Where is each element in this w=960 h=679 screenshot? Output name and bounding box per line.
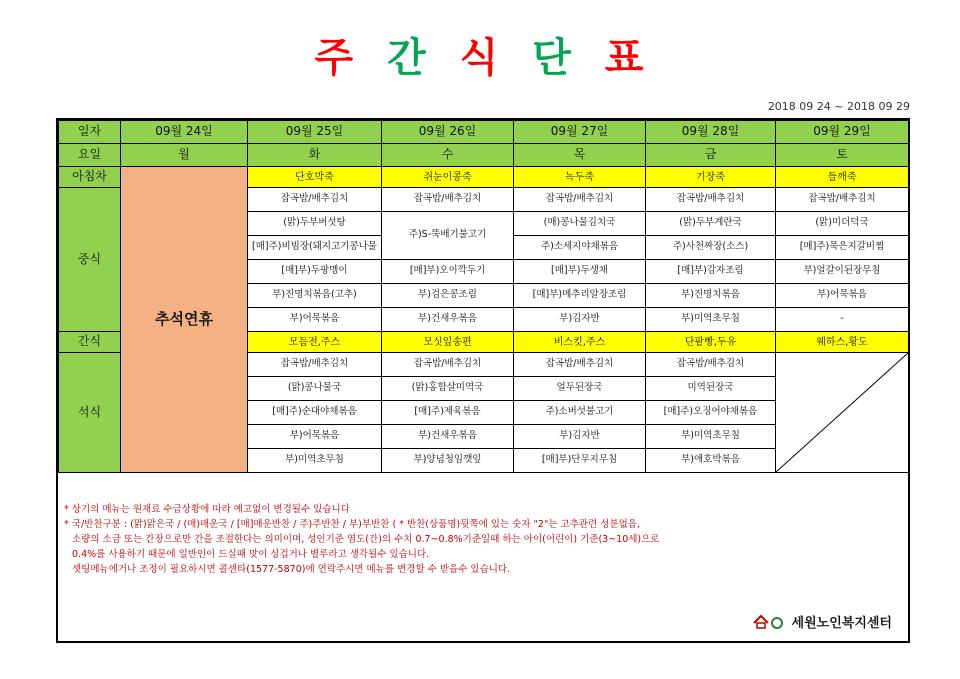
weekday-cell: 금 xyxy=(646,144,776,167)
label-morning-tea: 아침차 xyxy=(59,167,121,188)
lunch-cell: [매]부)두팡멩이 xyxy=(248,260,382,284)
dinner-cell: [매]주)순대야채볶음 xyxy=(248,401,382,425)
dinner-cell: 잡곡밥/배추김치 xyxy=(248,353,382,377)
lunch-cell: 부)검은콩조림 xyxy=(382,284,514,308)
label-dinner: 석식 xyxy=(59,353,121,473)
lunch-cell: (맑)미더덕국 xyxy=(776,212,909,236)
dinner-cell: 얼두된장국 xyxy=(514,377,646,401)
holiday-cell: 추석연휴 xyxy=(121,167,248,473)
lunch-cell: [매]주)묵은지갈비찜 xyxy=(776,236,909,260)
lunch-cell: [매]부)두생채 xyxy=(514,260,646,284)
note-line: * 국/반찬구분 : (맑)맑은국 / (매)매운국 / [매]매운반찬 / 주)주반찬 / 부)부반찬 ( * 반찬(상품명)뒷쪽에 있는 숫자 "2"는 고추관련 성분없음, xyxy=(64,519,640,530)
lunch-cell: 잡곡밥/배추김치 xyxy=(248,188,382,212)
date-cell: 09월 25일 xyxy=(248,121,382,144)
dinner-cell: 부)미역초무침 xyxy=(646,425,776,449)
menu-sheet xyxy=(56,118,910,643)
menu-table xyxy=(58,120,909,473)
lunch-cell: 부)건새우볶음 xyxy=(382,308,514,332)
dinner-cell: [매]주)오징어야채볶음 xyxy=(646,401,776,425)
lunch-cell: 부)얼갈이된장무침 xyxy=(776,260,909,284)
dinner-cell: [매]주)제육볶음 xyxy=(382,401,514,425)
lunch-cell: 잡곡밥/배추김치 xyxy=(514,188,646,212)
snack-cell: 웨하스,황도 xyxy=(776,332,909,353)
dinner-cell: 잡곡밥/배추김치 xyxy=(646,353,776,377)
dinner-cell: 주)소버섯불고기 xyxy=(514,401,646,425)
tea-cell: 기장죽 xyxy=(646,167,776,188)
lunch-cell: 주)소세지야채볶음 xyxy=(514,236,646,260)
note-line: * 상기의 메뉴는 원재료 수급상황에 따라 예고없이 변경될수 있습니다 xyxy=(64,504,350,515)
lunch-cell: 부)어묵볶음 xyxy=(248,308,382,332)
snack-cell: 비스킷,주스 xyxy=(514,332,646,353)
lunch-cell: [매]부)감자조림 xyxy=(646,260,776,284)
dinner-cell: 부)미역초무침 xyxy=(248,449,382,473)
brand-name: 세원노인복지센터 xyxy=(791,615,892,631)
snack-cell: 단팥빵,두유 xyxy=(646,332,776,353)
dinner-cell: 부)양념청임깻잎 xyxy=(382,449,514,473)
date-cell: 09월 27일 xyxy=(514,121,646,144)
lunch-cell: 부)미역초무침 xyxy=(646,308,776,332)
dinner-cell: 잡곡밥/배추김치 xyxy=(382,353,514,377)
date-cell: 09월 28일 xyxy=(646,121,776,144)
dinner-cell: 부)건새우볶음 xyxy=(382,425,514,449)
tea-cell: 녹두죽 xyxy=(514,167,646,188)
lunch-cell: 주)S-뚝배기불고기 xyxy=(382,212,514,260)
lunch-cell: - xyxy=(776,308,909,332)
label-snack: 간식 xyxy=(59,332,121,353)
note-line: 셋팅메뉴에거나 조정이 필요하시면 콜센타(1577-5870)에 연락주시면 메뉴를 변경할 수 받을수 있습니다. xyxy=(72,564,511,575)
note-line: 소량의 소금 또는 간장으로만 간을 조절한다는 의미이며, 성인기준 염도(간)의 수치 0.7~0.8%기준일때 하는 아이(어린이) 기준(3~10세)으로 xyxy=(72,534,660,545)
dinner-cell: (맑)홍합살미역국 xyxy=(382,377,514,401)
weekday-cell: 수 xyxy=(382,144,514,167)
weekday-cell: 토 xyxy=(776,144,909,167)
lunch-cell: 잡곡밥/배추김치 xyxy=(776,188,909,212)
tea-cell: 단호박죽 xyxy=(248,167,382,188)
lunch-cell: (매)콩나물김치국 xyxy=(514,212,646,236)
empty-cell xyxy=(776,353,909,473)
lunch-cell: 주)사천짜장(소스) xyxy=(646,236,776,260)
dinner-cell: [매]부)단무지무침 xyxy=(514,449,646,473)
title-char: 식 xyxy=(459,35,501,81)
lunch-cell: 부)진명치볶음 xyxy=(646,284,776,308)
title-char: 간 xyxy=(387,35,428,81)
lunch-cell: (맑)두부계란국 xyxy=(646,212,776,236)
title-char: 단 xyxy=(532,35,573,81)
title-char: 표 xyxy=(604,35,646,81)
lunch-cell: 부)김자반 xyxy=(514,308,646,332)
tea-cell: 들깨죽 xyxy=(776,167,909,188)
note-line: 0.4%를 사용하기 때문에 일반인이 드실때 맛이 싱겁거나 별루라고 생각될수 있습니다. xyxy=(72,549,430,560)
lunch-cell: (맑)두부버섯탕 xyxy=(248,212,382,236)
date-cell: 09월 29일 xyxy=(776,121,909,144)
dinner-cell: (맑)콩나물국 xyxy=(248,377,382,401)
label-lunch: 중식 xyxy=(59,188,121,332)
house-logo-icon xyxy=(752,611,786,631)
snack-cell: 모듬전,주스 xyxy=(248,332,382,353)
diagonal-slash-icon xyxy=(776,353,908,472)
weekday-cell: 목 xyxy=(514,144,646,167)
title-char: 주 xyxy=(314,35,356,81)
brand xyxy=(752,611,892,631)
dinner-cell: 부)애호박볶음 xyxy=(646,449,776,473)
lunch-cell: [매]부)메추리알장조림 xyxy=(514,284,646,308)
lunch-cell: [매]부)오이깍두기 xyxy=(382,260,514,284)
weekday-cell: 화 xyxy=(248,144,382,167)
label-date: 일자 xyxy=(59,121,121,144)
dinner-cell: 부)김자반 xyxy=(514,425,646,449)
lunch-cell: [매]주)비빔장(돼지고기콩나물 xyxy=(248,236,382,260)
snack-cell: 모싯잎송편 xyxy=(382,332,514,353)
lunch-cell: 부)어묵볶음 xyxy=(776,284,909,308)
lunch-cell: 잡곡밥/배추김치 xyxy=(382,188,514,212)
dinner-cell: 잡곡밥/배추김치 xyxy=(514,353,646,377)
date-cell: 09월 24일 xyxy=(121,121,248,144)
page-title xyxy=(0,26,960,83)
date-cell: 09월 26일 xyxy=(382,121,514,144)
date-range: 2018 09 24 ~ 2018 09 29 xyxy=(767,100,910,113)
dinner-cell: 미역된장국 xyxy=(646,377,776,401)
lunch-cell: 잡곡밥/배추김치 xyxy=(646,188,776,212)
tea-cell: 쥐눈이콩죽 xyxy=(382,167,514,188)
weekday-cell: 월 xyxy=(121,144,248,167)
dinner-cell: 부)어묵볶음 xyxy=(248,425,382,449)
label-weekday: 요일 xyxy=(59,144,121,167)
lunch-cell: 부)진명치볶음(고추) xyxy=(248,284,382,308)
